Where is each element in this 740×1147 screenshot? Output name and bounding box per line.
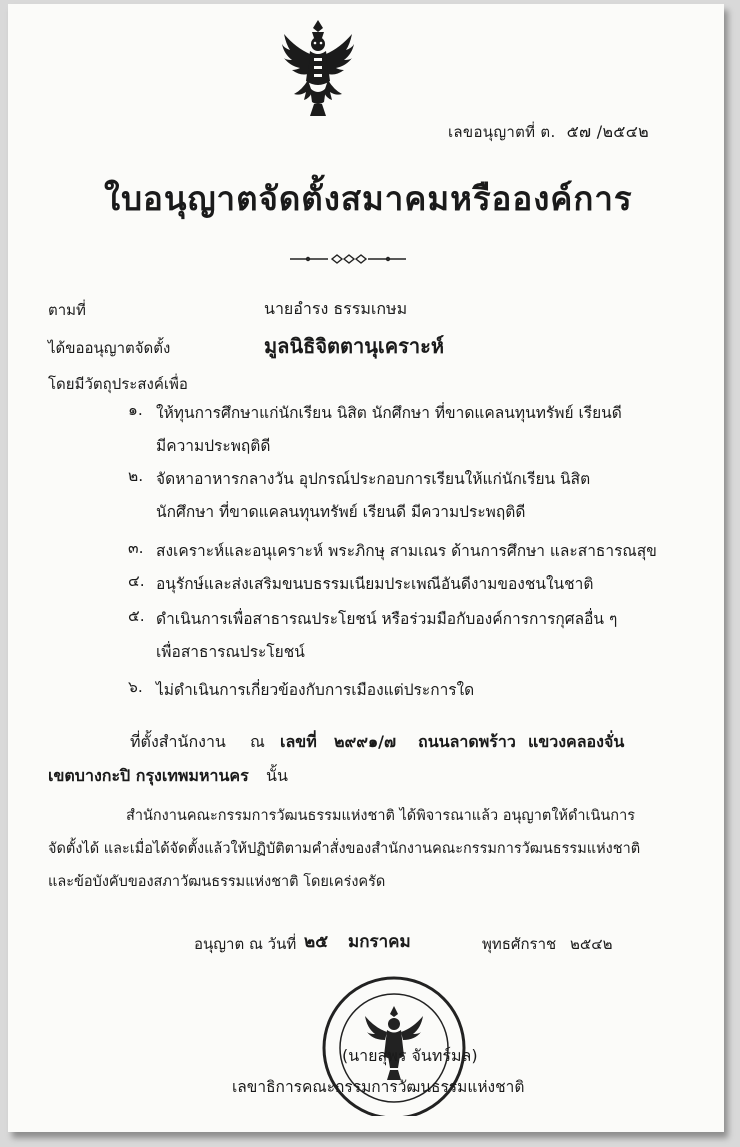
district-line: เขตบางกะปิ กรุงเทพมหานคร [48,766,249,785]
purpose-text: ให้ทุนการศึกษาแก่นักเรียน นิสิต นักศึกษา ที่ขาดแคลนทุนทรัพย์ เรียนดี [156,404,622,422]
date-label: อนุญาต ณ วันที่ [194,935,297,953]
address-no-label: เลขที่ [280,732,317,751]
address-number: ๒๙๙๑/๗ [334,732,397,751]
organization-name: มูลนิธิจิตตานุเคราะห์ [264,334,445,358]
permit-number-label: เลขอนุญาตที่ ต. [448,123,556,141]
era-year: ๒๕๔๒ [570,935,613,953]
applicant-name: นายอำรง ธรรมเกษม [264,299,408,318]
purpose-number: ๓. [128,539,144,557]
subdistrict-name: แขวงคลองจั่น [528,732,625,751]
era-label: พุทธศักราช [482,935,557,953]
purpose-number: ๑. [128,401,143,419]
date-month: มกราคม [348,932,411,952]
purpose-number: ๔. [128,572,145,590]
purpose-text: จัดหาอาหารกลางวัน อุปกรณ์ประกอบการเรียนให้แก่นักเรียน นิสิต [156,470,591,488]
approval-line-2: จัดตั้งได้ และเมื่อได้จัดตั้งแล้วให้ปฏิบัติตามคำสั่งของสำนักงานคณะกรรมการวัฒนธรรมแห่งชาติ [48,841,641,857]
purpose-text-cont: เพื่อสาธารณประโยชน์ [156,643,305,661]
divider-ornament-icon [288,252,408,266]
purpose-text-cont: มีความประพฤติดี [156,437,271,455]
purpose-text: ไม่ดำเนินการเกี่ยวข้องกับการเมืองแต่ประการใด [156,681,475,699]
approval-line-3: และข้อบังคับของสภาวัฒนธรรมแห่งชาติ โดยเคร่งครัด [48,874,386,890]
purpose-text: สงเคราะห์และอนุเคราะห์ พระภิกษุ สามเณร ด้านการศึกษา และสาธารณสุข [156,542,657,560]
purpose-text: ดำเนินการเพื่อสาธารณประโยชน์ หรือร่วมมือกับองค์การการกุศลอื่น ๆ [156,610,618,628]
office-at: ณ [250,732,265,751]
road-name: ถนนลาดพร้าว [418,732,516,751]
purpose-text-cont: นักศึกษา ที่ขาดแคลนทุนทรัพย์ เรียนดี มีความประพฤติดี [156,503,526,521]
garuda-emblem-icon [280,18,356,118]
date-day: ๒๕ [304,932,329,952]
purpose-number: ๕. [128,607,145,625]
signer-title: เลขาธิการคณะกรรมการวัฒนธรรมแห่งชาติ [232,1078,525,1096]
permit-number [448,120,649,145]
approval-line-1: สำนักงานคณะกรรมการวัฒนธรรมแห่งชาติ ได้พิจารณาแล้ว อนุญาตให้ดำเนินการ [126,808,636,824]
permit-number-value: ๕๗ /๒๕๔๒ [566,122,649,141]
establish-label: ได้ขออนุญาตจัดตั้ง [48,339,171,357]
applicant-label: ตามที่ [48,301,86,319]
page-title: ใบอนุญาตจัดตั้งสมาคมหรือองค์การ [104,179,633,218]
office-label: ที่ตั้งสำนักงาน [130,732,226,751]
purpose-number: ๖. [128,678,143,696]
district-suffix: นั้น [266,766,288,785]
purpose-number: ๒. [128,467,144,485]
signer-name: (นายสุพร จันทร์มล) [342,1046,478,1065]
purpose-text: อนุรักษ์และส่งเสริมขนบธรรมเนียมประเพณีอันดีงามของชนในชาติ [156,575,594,593]
purpose-label: โดยมีวัตถุประสงค์เพื่อ [48,375,188,393]
permit-document [8,4,724,1132]
